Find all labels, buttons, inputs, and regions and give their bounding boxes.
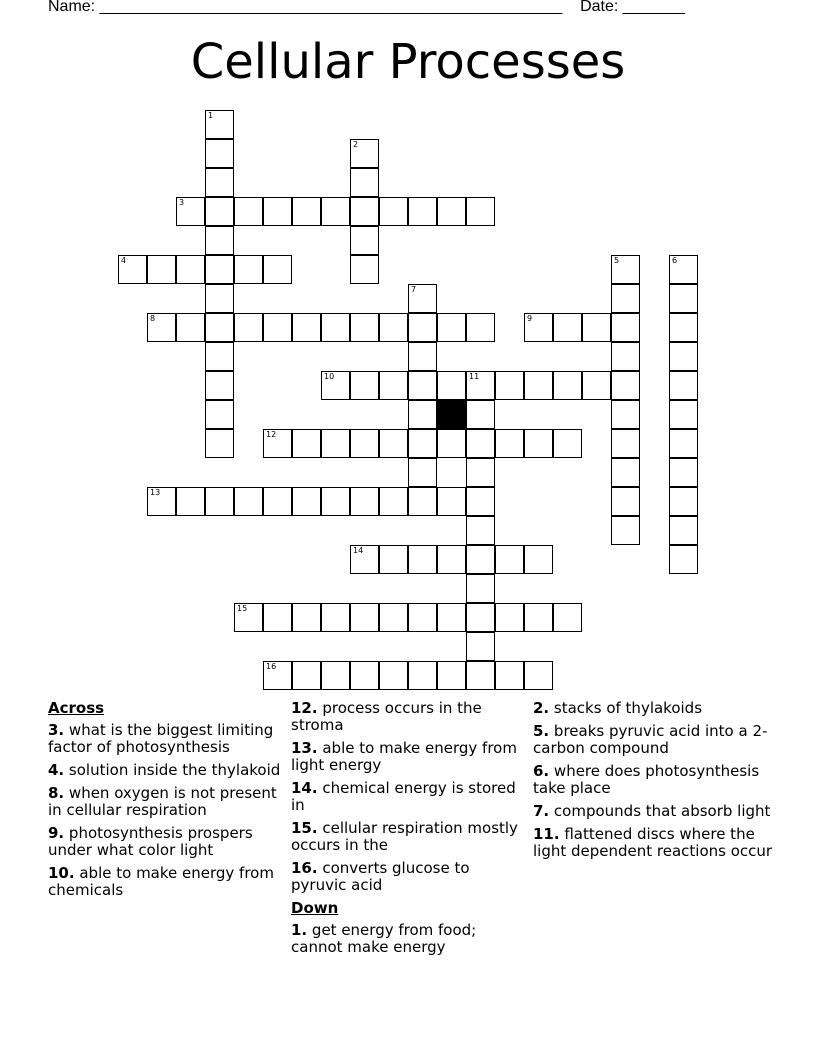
clue-text: photosynthesis prospers under what color light	[48, 824, 253, 859]
crossword-cell[interactable]	[495, 603, 524, 632]
crossword-cell[interactable]	[263, 255, 292, 284]
crossword-cell[interactable]	[292, 603, 321, 632]
crossword-cell[interactable]	[669, 371, 698, 400]
crossword-cell[interactable]	[263, 661, 292, 690]
crossword-cell[interactable]	[408, 603, 437, 632]
clue-text: cellular respiration mostly occurs in the	[291, 819, 518, 854]
crossword-cell[interactable]	[292, 661, 321, 690]
crossword-cell[interactable]	[466, 574, 495, 603]
crossword-cell[interactable]	[379, 487, 408, 516]
crossword-cell[interactable]	[205, 429, 234, 458]
crossword-cell[interactable]	[408, 284, 437, 313]
crossword-cell[interactable]	[437, 603, 466, 632]
clue-number-label: 13.	[291, 739, 318, 757]
clue-text: breaks pyruvic acid into a 2-carbon compound	[533, 722, 768, 757]
clue-number: 9	[527, 314, 533, 323]
date-blank[interactable]: _______	[622, 0, 686, 15]
crossword-cell[interactable]	[553, 429, 582, 458]
crossword-cell[interactable]	[611, 342, 640, 371]
crossword-cell[interactable]	[263, 429, 292, 458]
crossword-cell[interactable]	[321, 313, 350, 342]
clue-column-2	[291, 700, 527, 962]
clue-text: converts glucose to pyruvic acid	[291, 859, 470, 894]
crossword-cell[interactable]	[466, 197, 495, 226]
clue-item	[48, 722, 284, 756]
crossword-cell[interactable]	[611, 487, 640, 516]
crossword-cell[interactable]	[669, 545, 698, 574]
clue-number: 14	[353, 546, 364, 555]
crossword-cell[interactable]	[437, 313, 466, 342]
clue-number-label: 4.	[48, 761, 65, 779]
crossword-cell[interactable]	[669, 342, 698, 371]
clue-text: able to make energy from light energy	[291, 739, 517, 774]
crossword-cell[interactable]	[234, 197, 263, 226]
crossword-cell[interactable]	[350, 371, 379, 400]
across-clue-list-continued	[291, 700, 527, 894]
crossword-cell[interactable]	[669, 458, 698, 487]
down-clue-list-continued	[533, 700, 773, 860]
crossword-cell[interactable]	[669, 313, 698, 342]
crossword-cell[interactable]	[408, 313, 437, 342]
clue-text: solution inside the thylakoid	[68, 761, 281, 779]
crossword-cell[interactable]	[524, 371, 553, 400]
clue-number-label: 8.	[48, 784, 65, 802]
page-title: Cellular Processes	[190, 34, 626, 90]
crossword-cell[interactable]	[669, 487, 698, 516]
clue-text: get energy from food; cannot make energy	[291, 921, 477, 956]
crossword-cell[interactable]	[408, 400, 437, 429]
crossword-cell[interactable]	[379, 197, 408, 226]
crossword-cell[interactable]	[408, 342, 437, 371]
clue-number: 2	[353, 140, 359, 149]
crossword-cell[interactable]	[176, 313, 205, 342]
crossword-cell[interactable]	[408, 371, 437, 400]
crossword-cell[interactable]	[147, 255, 176, 284]
clue-text: able to make energy from chemicals	[48, 864, 274, 899]
crossword-cell[interactable]	[205, 284, 234, 313]
crossword-cell[interactable]	[495, 545, 524, 574]
crossword-cell[interactable]	[466, 603, 495, 632]
crossword-cell[interactable]	[669, 284, 698, 313]
clue-number: 16	[266, 662, 277, 671]
clue-number-label: 10.	[48, 864, 75, 882]
crossword-cell[interactable]	[524, 313, 553, 342]
clue-column-3	[533, 700, 773, 866]
crossword-cell[interactable]	[466, 458, 495, 487]
clue-text: when oxygen is not present in cellular respiration	[48, 784, 277, 819]
crossword-cell[interactable]	[437, 429, 466, 458]
crossword-cell[interactable]	[611, 284, 640, 313]
clue-number-label: 1.	[291, 921, 308, 939]
clue-text: compounds that absorb light	[553, 802, 771, 820]
crossword-cell[interactable]	[379, 545, 408, 574]
crossword-cell[interactable]	[350, 603, 379, 632]
crossword-cell[interactable]	[466, 429, 495, 458]
crossword-cell[interactable]	[611, 400, 640, 429]
clue-item	[291, 820, 527, 854]
clue-item	[291, 740, 527, 774]
clue-item	[48, 785, 284, 819]
black-cell	[437, 400, 466, 429]
clue-item	[291, 860, 527, 894]
crossword-cell[interactable]	[350, 487, 379, 516]
crossword-cell[interactable]	[350, 429, 379, 458]
crossword-cell[interactable]	[408, 661, 437, 690]
crossword-cell[interactable]	[205, 168, 234, 197]
crossword-cell[interactable]	[292, 197, 321, 226]
clue-number: 10	[324, 372, 335, 381]
clue-number-label: 15.	[291, 819, 318, 837]
crossword-cell[interactable]	[669, 429, 698, 458]
crossword-cell[interactable]	[263, 313, 292, 342]
clue-number-label: 12.	[291, 699, 318, 717]
crossword-cell[interactable]	[437, 487, 466, 516]
crossword-cell[interactable]	[466, 400, 495, 429]
clue-item	[48, 762, 284, 779]
clue-number: 6	[672, 256, 678, 265]
clue-text: stacks of thylakoids	[553, 699, 703, 717]
crossword-cell[interactable]	[350, 226, 379, 255]
crossword-cell[interactable]	[205, 197, 234, 226]
clue-column-1	[48, 700, 284, 905]
crossword-cell[interactable]	[524, 603, 553, 632]
clue-number: 4	[121, 256, 127, 265]
across-clue-list	[48, 722, 284, 899]
crossword-cell[interactable]	[408, 487, 437, 516]
crossword-cell[interactable]	[437, 197, 466, 226]
clue-number: 5	[614, 256, 620, 265]
crossword-cell[interactable]	[350, 661, 379, 690]
clue-number-label: 16.	[291, 859, 318, 877]
crossword-cell[interactable]	[205, 371, 234, 400]
crossword-cell[interactable]	[205, 400, 234, 429]
crossword-cell[interactable]	[176, 255, 205, 284]
crossword-cell[interactable]	[321, 371, 350, 400]
across-heading: Across	[48, 699, 105, 717]
crossword-cell[interactable]	[205, 139, 234, 168]
crossword-cell[interactable]	[205, 313, 234, 342]
clue-item	[291, 700, 527, 734]
crossword-cell[interactable]	[234, 487, 263, 516]
crossword-cell[interactable]	[466, 545, 495, 574]
crossword-cell[interactable]	[321, 487, 350, 516]
clue-item	[533, 803, 773, 820]
crossword-cell[interactable]	[205, 487, 234, 516]
crossword-cell[interactable]	[524, 545, 553, 574]
crossword-cell[interactable]	[350, 545, 379, 574]
clue-item	[533, 763, 773, 797]
clue-number: 15	[237, 604, 248, 613]
crossword-cell[interactable]	[611, 255, 640, 284]
crossword-cell[interactable]	[669, 516, 698, 545]
crossword-cell[interactable]	[263, 603, 292, 632]
crossword-cell[interactable]	[437, 545, 466, 574]
crossword-cell[interactable]	[669, 400, 698, 429]
clue-text: flattened discs where the light dependent reactions occur	[533, 825, 773, 860]
crossword-cell[interactable]	[176, 487, 205, 516]
clue-number: 7	[411, 285, 417, 294]
clue-number-label: 11.	[533, 825, 560, 843]
crossword-cell[interactable]	[524, 429, 553, 458]
crossword-cell[interactable]	[234, 603, 263, 632]
crossword-cell[interactable]	[437, 661, 466, 690]
crossword-cell[interactable]	[379, 371, 408, 400]
crossword-cell[interactable]	[350, 313, 379, 342]
crossword-cell[interactable]	[524, 661, 553, 690]
name-label: Name:	[48, 0, 96, 15]
crossword-cell[interactable]	[408, 458, 437, 487]
clue-item	[533, 826, 773, 860]
crossword-cell[interactable]	[466, 516, 495, 545]
crossword-cell[interactable]	[350, 255, 379, 284]
crossword-cell[interactable]	[553, 603, 582, 632]
crossword-cell[interactable]	[379, 661, 408, 690]
crossword-cell[interactable]	[582, 371, 611, 400]
crossword-cell[interactable]	[611, 371, 640, 400]
clue-item	[291, 780, 527, 814]
crossword-cell[interactable]	[176, 197, 205, 226]
crossword-cell[interactable]	[466, 632, 495, 661]
crossword-cell[interactable]	[350, 139, 379, 168]
clue-number-label: 7.	[533, 802, 550, 820]
clue-item	[533, 700, 773, 717]
clue-number-label: 9.	[48, 824, 65, 842]
crossword-cell[interactable]	[350, 197, 379, 226]
clue-text: chemical energy is stored in	[291, 779, 516, 814]
clue-item	[48, 865, 284, 899]
clue-number-label: 5.	[533, 722, 550, 740]
clue-item	[533, 723, 773, 757]
crossword-cell[interactable]	[611, 313, 640, 342]
clue-number: 8	[150, 314, 156, 323]
clue-number: 1	[208, 111, 214, 120]
crossword-cell[interactable]	[379, 313, 408, 342]
crossword-cell[interactable]	[553, 371, 582, 400]
crossword-cell[interactable]	[408, 197, 437, 226]
crossword-cell[interactable]	[553, 313, 582, 342]
crossword-cell[interactable]	[118, 255, 147, 284]
crossword-cell[interactable]	[495, 429, 524, 458]
name-blank[interactable]: ____________________________________________________	[99, 0, 563, 15]
crossword-cell[interactable]	[147, 487, 176, 516]
crossword-cell[interactable]	[466, 487, 495, 516]
crossword-cell[interactable]	[611, 458, 640, 487]
clue-item	[48, 825, 284, 859]
crossword-cell[interactable]	[437, 371, 466, 400]
clue-text: process occurs in the stroma	[291, 699, 482, 734]
clue-text: where does photosynthesis take place	[533, 762, 760, 797]
crossword-cell[interactable]	[466, 371, 495, 400]
crossword-cell[interactable]	[669, 255, 698, 284]
down-clue-list	[291, 922, 527, 956]
down-heading: Down	[291, 899, 339, 917]
clue-number-label: 14.	[291, 779, 318, 797]
crossword-cell[interactable]	[263, 487, 292, 516]
crossword-cell[interactable]	[205, 110, 234, 139]
crossword-cell[interactable]	[263, 197, 292, 226]
crossword-cell[interactable]	[466, 661, 495, 690]
crossword-cell[interactable]	[292, 313, 321, 342]
crossword-cell[interactable]	[147, 313, 176, 342]
clue-item	[291, 922, 527, 956]
crossword-cell[interactable]	[234, 313, 263, 342]
clue-number: 11	[469, 372, 480, 381]
crossword-cell[interactable]	[582, 313, 611, 342]
crossword-cell[interactable]	[495, 371, 524, 400]
crossword-cell[interactable]	[321, 197, 350, 226]
crossword-cell[interactable]	[466, 313, 495, 342]
crossword-cell[interactable]	[292, 487, 321, 516]
crossword-cell[interactable]	[205, 226, 234, 255]
crossword-cell[interactable]	[379, 429, 408, 458]
crossword-cell[interactable]	[611, 516, 640, 545]
clue-number: 13	[150, 488, 161, 497]
crossword-cell[interactable]	[292, 429, 321, 458]
crossword-cell[interactable]	[234, 255, 263, 284]
crossword-cell[interactable]	[321, 661, 350, 690]
clue-number-label: 6.	[533, 762, 550, 780]
crossword-cell[interactable]	[408, 429, 437, 458]
crossword-cell[interactable]	[321, 429, 350, 458]
crossword-cell[interactable]	[205, 342, 234, 371]
crossword-cell[interactable]	[611, 429, 640, 458]
crossword-cell[interactable]	[408, 545, 437, 574]
crossword-cell[interactable]	[205, 255, 234, 284]
crossword-cell[interactable]	[350, 168, 379, 197]
clue-number-label: 2.	[533, 699, 550, 717]
date-label: Date:	[580, 0, 619, 15]
crossword-cell[interactable]	[495, 661, 524, 690]
crossword-cell[interactable]	[379, 603, 408, 632]
clue-number: 3	[179, 198, 185, 207]
clue-number: 12	[266, 430, 277, 439]
clue-text: what is the biggest limiting factor of photosynthesis	[48, 721, 274, 756]
crossword-cell[interactable]	[321, 603, 350, 632]
clue-number-label: 3.	[48, 721, 65, 739]
